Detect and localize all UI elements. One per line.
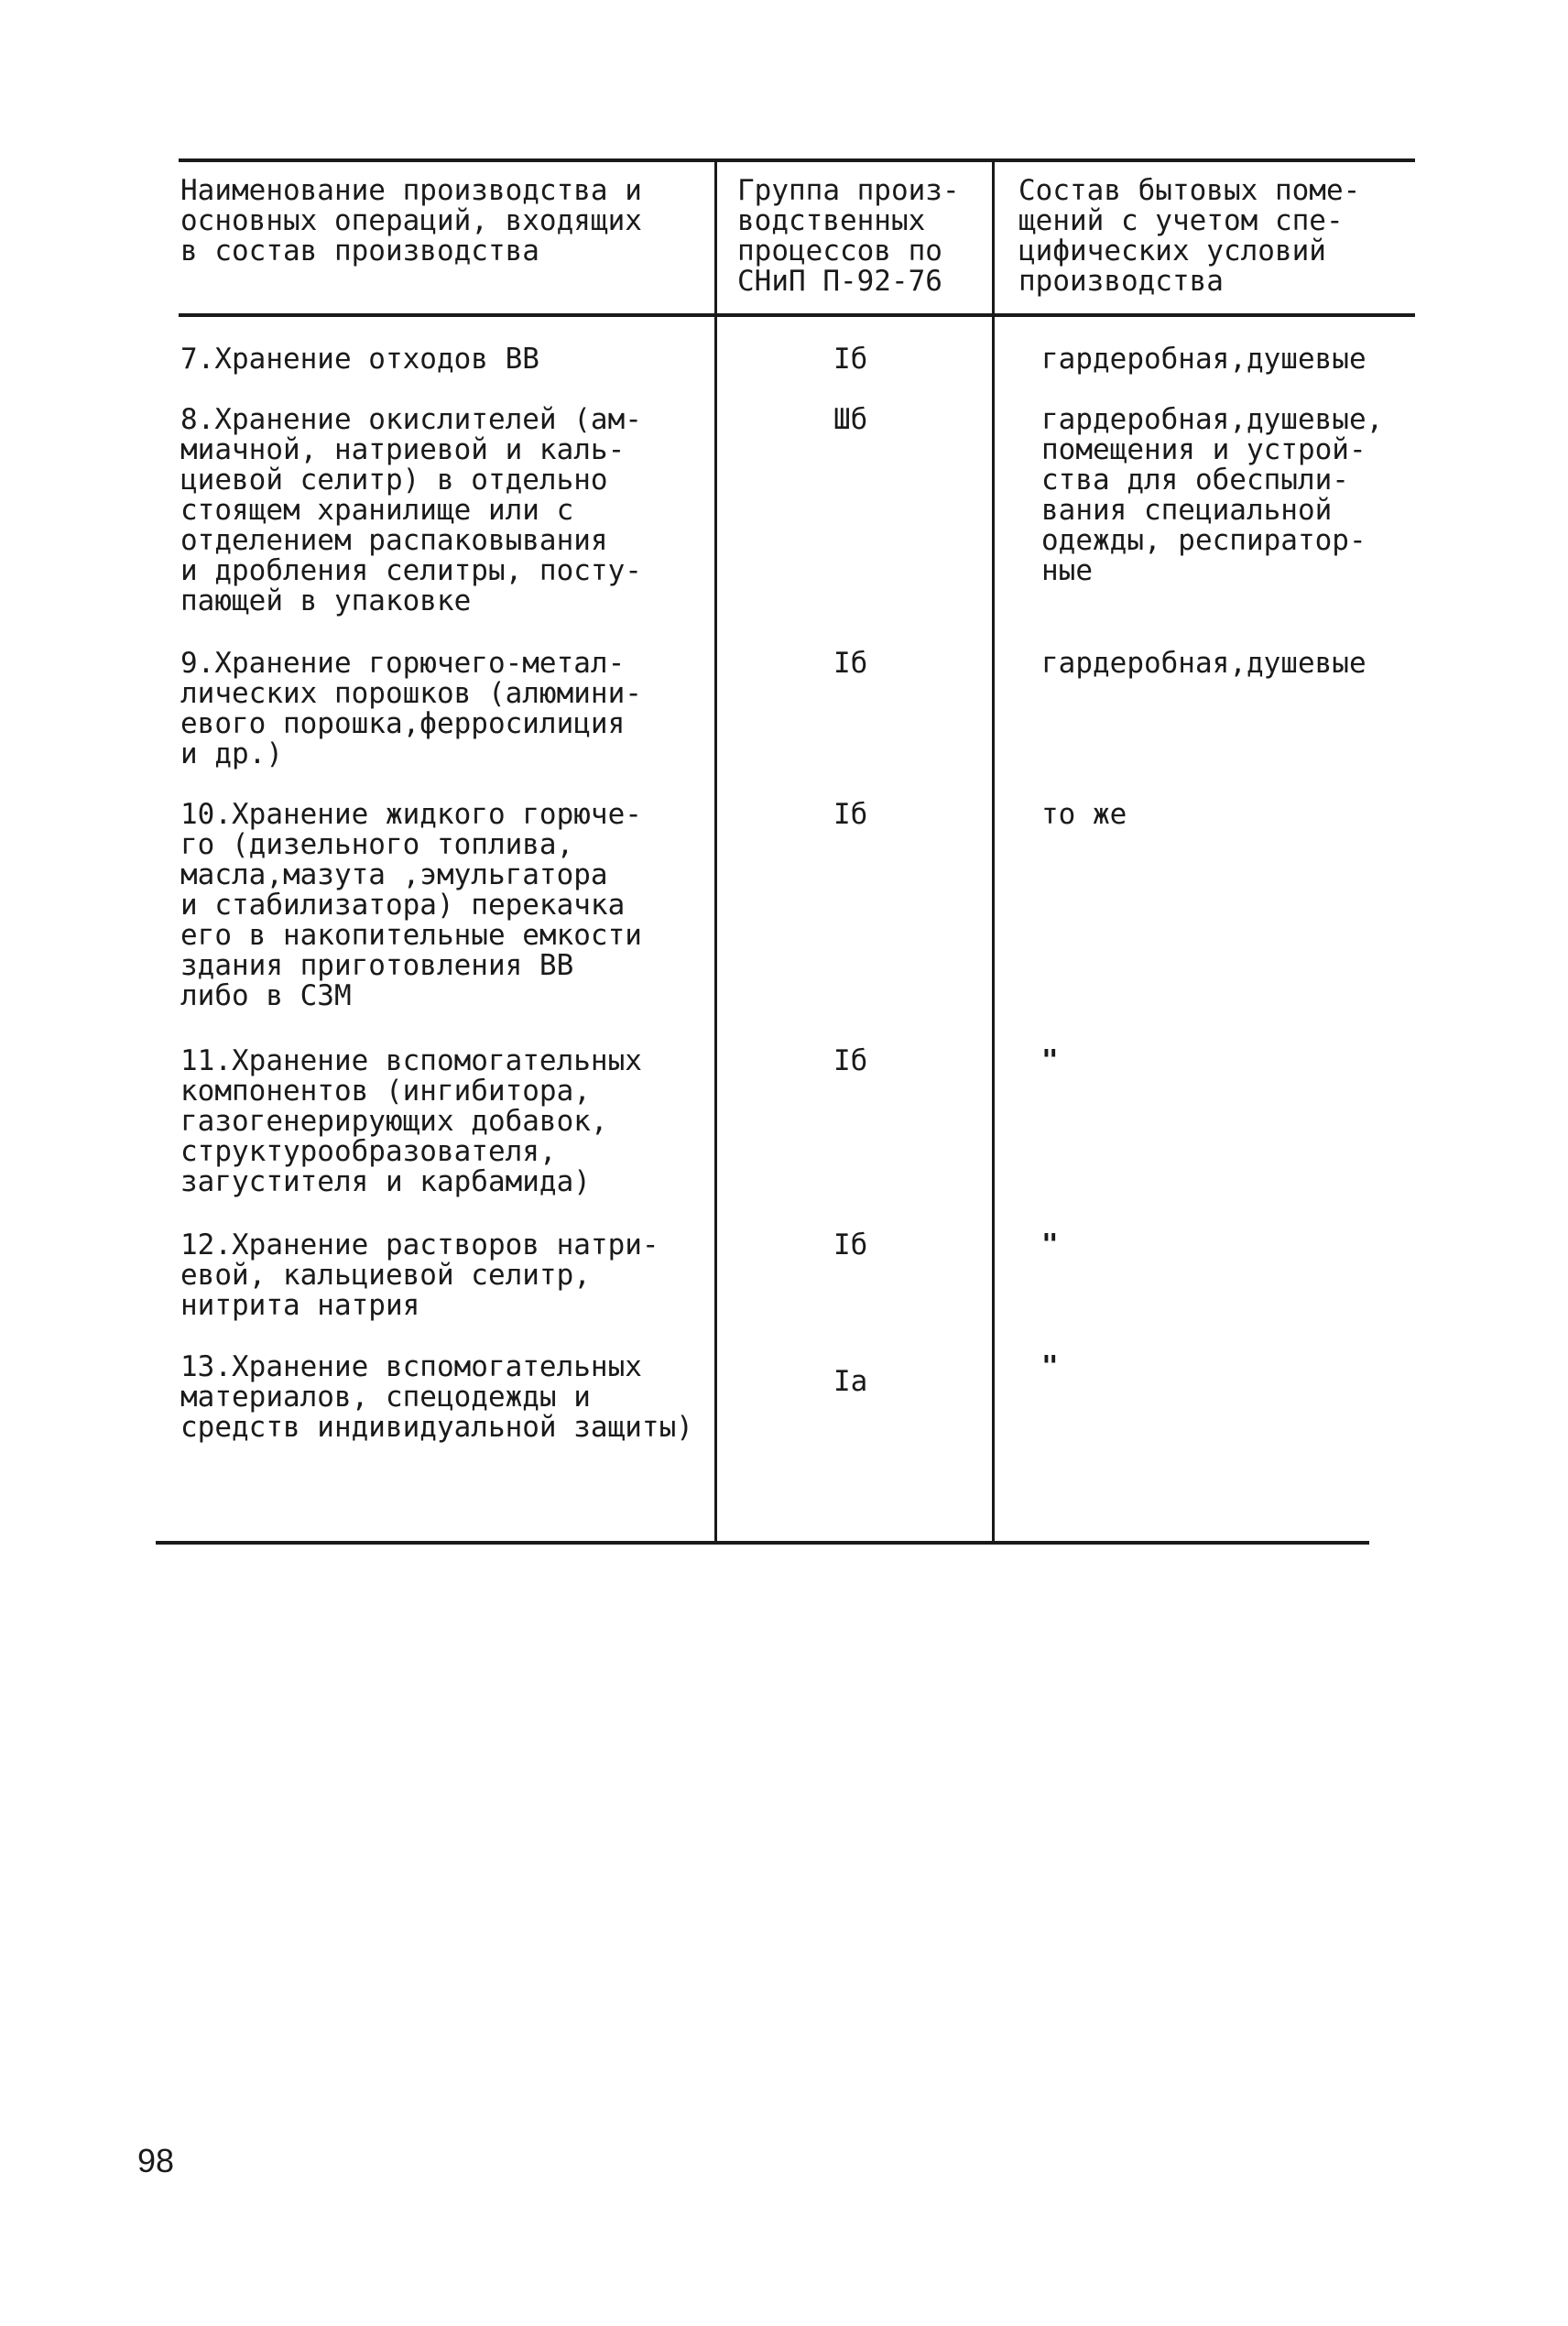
- row-13-group: Iа: [833, 1365, 868, 1398]
- row-11-name: 11.Хранение вспомогательных компонентов (ингибитора, газогенерирующих добавок, структурообразователя, загустителя и карбамида): [180, 1044, 642, 1198]
- row-11-group: Iб: [833, 1044, 868, 1077]
- row-11-rooms-ditto: ": [1041, 1044, 1059, 1077]
- row-9-group: Iб: [833, 647, 868, 680]
- header-process-group: Группа произ- водственных процессов по СНиП П-92-76: [737, 174, 960, 298]
- row-12-group: Iб: [833, 1229, 868, 1261]
- table-column-divider-2: [992, 158, 995, 1544]
- row-13-name: 13.Хранение вспомогательных материалов, спецодежды и средств индивидуальной защиты): [180, 1350, 693, 1444]
- row-9-name: 9.Хранение горючего-метал- лических порошков (алюмини- евого порошка,ферросилиция и др.): [180, 647, 642, 770]
- row-7-name: 7.Хранение отходов ВВ: [180, 343, 539, 376]
- row-12-name: 12.Хранение растворов натри- евой, кальциевой селитр, нитрита натрия: [180, 1229, 659, 1322]
- row-9-rooms: гардеробная,душевые: [1041, 647, 1367, 680]
- row-7-group: Iб: [833, 343, 868, 376]
- header-production-name: Наименование производства и основных операций, входящих в состав производства: [180, 174, 642, 268]
- page-number: 98: [137, 2142, 175, 2179]
- table-column-divider-1: [714, 158, 717, 1544]
- row-7-rooms: гардеробная,душевые: [1041, 343, 1367, 376]
- row-8-rooms: гардеробная,душевые, помещения и устрой- ства для обеспыли- вания специальной одежды, респиратор- ные: [1041, 403, 1384, 587]
- row-10-rooms: то же: [1041, 798, 1127, 831]
- row-13-rooms-ditto: ": [1041, 1350, 1059, 1383]
- table-bottom-rule: [156, 1541, 1369, 1545]
- table-top-rule: [179, 158, 1415, 162]
- header-amenity-rooms: Состав бытовых поме- щений с учетом спе- цифических условий производства: [1018, 174, 1361, 298]
- table-header-rule: [179, 313, 1415, 317]
- row-8-group: Шб: [833, 403, 868, 436]
- row-10-name: 10.Хранение жидкого горюче- го (дизельного топлива, масла,мазута ,эмульгатора и стабилизатора) перекачка его в накопительные емкости здания приготовления ВВ либо в СЗМ: [180, 798, 642, 1012]
- row-12-rooms-ditto: ": [1041, 1229, 1059, 1261]
- row-10-group: Iб: [833, 798, 868, 831]
- row-8-name: 8.Хранение окислителей (ам- миачной, натриевой и каль- циевой селитр) в отдельно стоящем хранилище или с отделением распаковывания и дробления селитры, посту- пающей в упаковке: [180, 403, 642, 617]
